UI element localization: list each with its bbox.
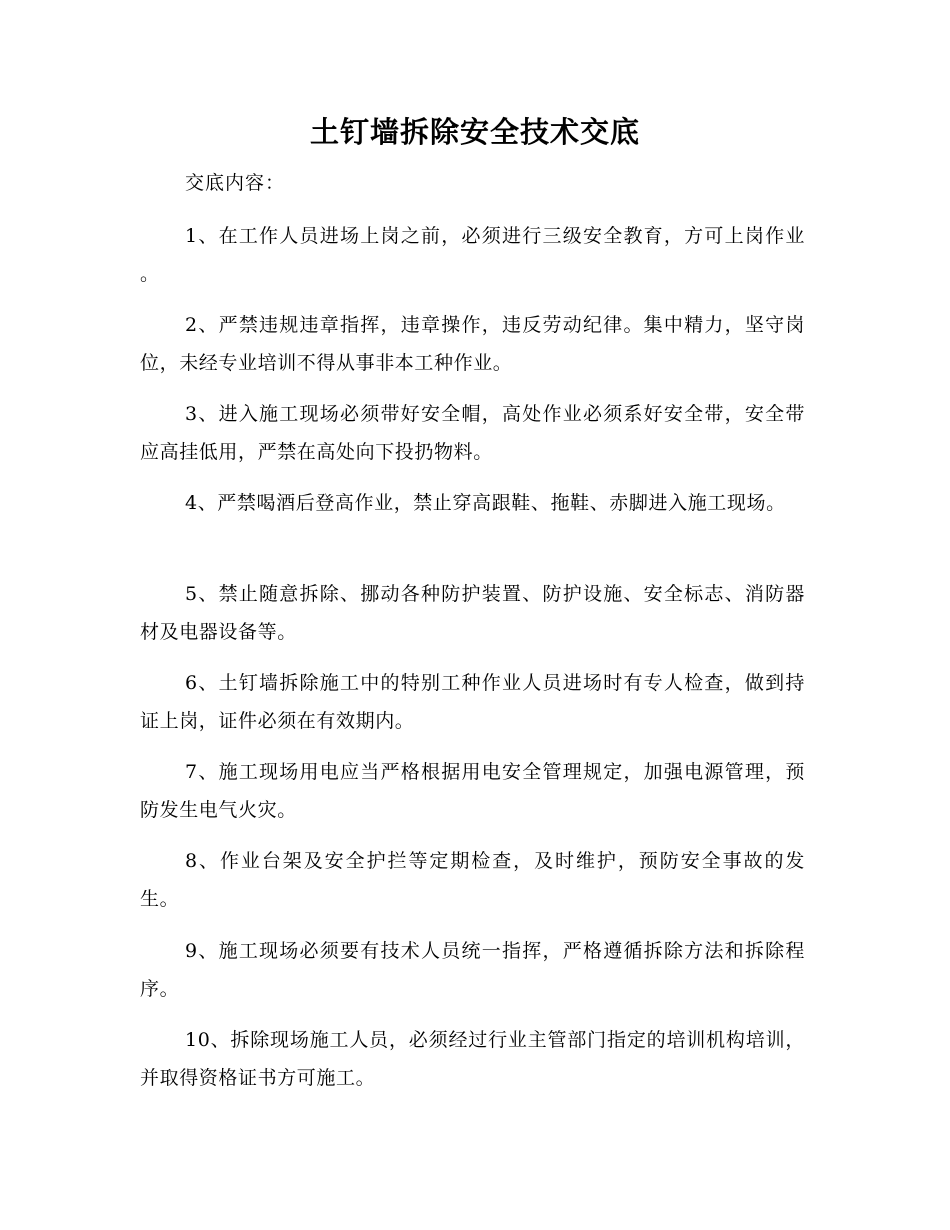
paragraph-item-10: 10、拆除现场施工人员，必须经过行业主管部门指定的培训机构培训，并取得资格证书方可施工。: [140, 1029, 805, 1089]
document-title: 土钉墙拆除安全技术交底: [309, 115, 640, 149]
paragraph-item-7: 7、施工现场用电应当严格根据用电安全管理规定，加强电源管理，预防发生电气火灾。: [140, 761, 805, 821]
paragraph-item-1: 1、在工作人员进场上岗之前，必须进行三级安全教育，方可上岗作业 。: [140, 225, 805, 285]
paragraph-item-2: 2、严禁违规违章指挥，违章操作，违反劳动纪律。集中精力，坚守岗位，未经专业培训不得从事非本工种作业。: [140, 314, 805, 374]
paragraph-item-8: 8、作业台架及安全护拦等定期检查，及时维护，预防安全事故的发生。: [140, 850, 805, 910]
paragraph-item-9: 9、施工现场必须要有技术人员统一指挥，严格遵循拆除方法和拆除程序。: [140, 940, 805, 1000]
paragraph-item-3: 3、进入施工现场必须带好安全帽，高处作业必须系好安全带，安全带应高挂低用，严禁在高处向下投扔物料。: [140, 403, 805, 463]
intro-label: 交底内容：: [185, 172, 286, 194]
paragraph-item-5: 5、禁止随意拆除、挪动各种防护装置、防护设施、安全标志、消防器材及电器设备等。: [140, 583, 805, 643]
paragraph-item-4: 4、严禁喝酒后登高作业，禁止穿高跟鞋、拖鞋、赤脚进入施工现场。: [185, 492, 786, 514]
paragraph-item-6: 6、土钉墙拆除施工中的特别工种作业人员进场时有专人检查，做到持证上岗，证件必须在有效期内。: [140, 672, 805, 732]
